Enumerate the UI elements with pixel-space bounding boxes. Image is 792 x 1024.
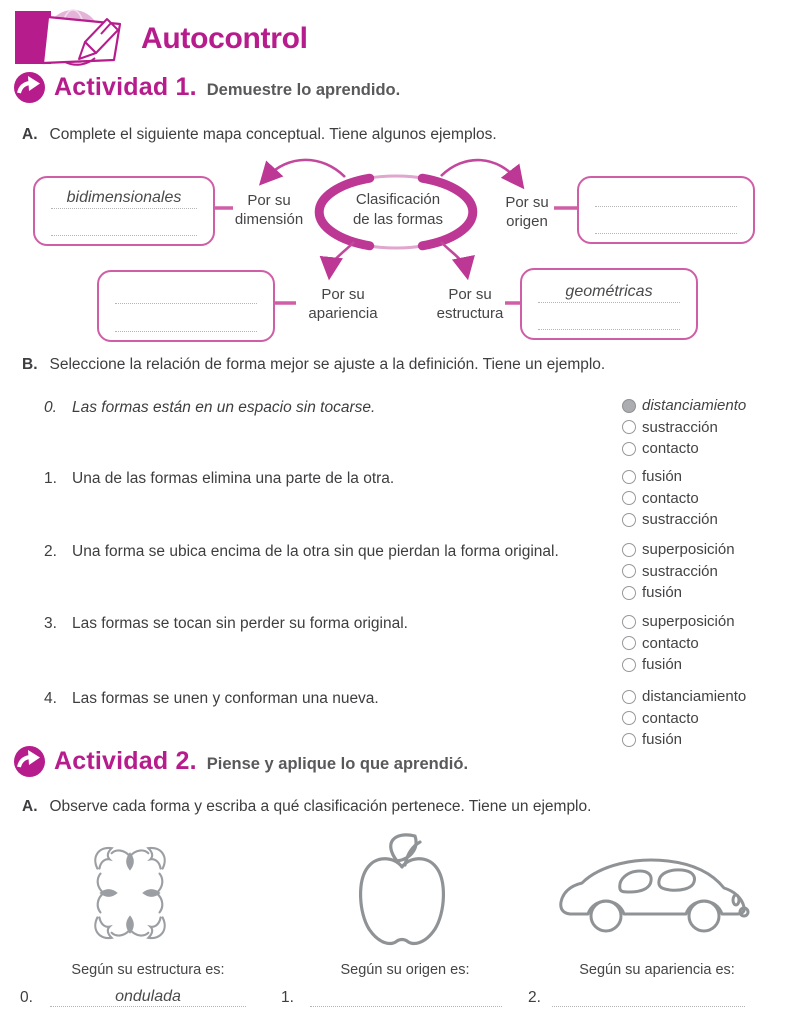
radio[interactable]: [622, 733, 636, 747]
branch-label-line: origen: [506, 212, 548, 230]
radio[interactable]: [622, 513, 636, 527]
center-line1: Clasificación: [355, 191, 441, 208]
option-row: [622, 542, 735, 557]
option-group: [622, 469, 718, 527]
sectionB-label: B.: [22, 356, 38, 373]
option-label: fusión: [642, 584, 683, 601]
arrow-circle-icon: [14, 746, 45, 777]
option-row: [622, 398, 746, 413]
option-group: [622, 689, 746, 747]
car-outline-image: [556, 850, 752, 940]
arrow-circle-icon: [14, 72, 45, 103]
radio[interactable]: [622, 690, 636, 704]
option-row: [622, 614, 735, 629]
option-row: [622, 491, 718, 506]
option-row: [622, 441, 746, 456]
radio[interactable]: [622, 711, 636, 725]
question-number: 0.: [44, 399, 57, 416]
answer-line[interactable]: [115, 284, 257, 304]
option-row: [622, 636, 735, 651]
option-row: [622, 711, 746, 726]
option-row: [622, 689, 746, 704]
page-title: Autocontrol: [141, 22, 308, 55]
radio-selected[interactable]: [622, 399, 636, 413]
apple-outline-image: [353, 833, 451, 951]
option-label: superposición: [642, 541, 735, 558]
question-text: Las formas se tocan sin perder su forma original.: [72, 615, 408, 632]
sectionB-text: Seleccione la relación de forma mejor se ajuste a la definición. Tiene un ejemplo.: [49, 356, 606, 373]
answer-line[interactable]: [595, 215, 737, 234]
sectionA2-label: A.: [22, 798, 38, 815]
branch-label-line: Por su: [505, 194, 549, 211]
option-label: contacto: [642, 634, 699, 652]
map-box-dimension: [33, 176, 215, 246]
radio[interactable]: [622, 543, 636, 557]
option-label: fusión: [642, 656, 683, 673]
answer-line[interactable]: [51, 217, 197, 236]
map-box-apariencia: [97, 270, 275, 342]
branch-label-dimension: [224, 192, 314, 230]
question-text: Las formas están en un espacio sin tocarse.: [72, 399, 376, 416]
option-row: [622, 732, 746, 747]
option-label: sustracción: [642, 562, 718, 580]
option-row: [622, 657, 735, 672]
map-box-origen: [577, 176, 755, 244]
option-label: fusión: [642, 468, 683, 485]
option-label: contacto: [642, 440, 699, 457]
activity2-sectionA-lead: [22, 798, 762, 816]
question-text: Una forma se ubica encima de la otra sin que pierdan la forma original.: [72, 543, 559, 560]
branch-label-line: estructura: [436, 304, 504, 322]
activity1-header: [14, 72, 400, 103]
option-row: [622, 420, 746, 435]
concept-map: [0, 150, 792, 365]
radio[interactable]: [622, 636, 636, 650]
option-label: sustracción: [642, 418, 718, 436]
figure-caption: Según su apariencia es:: [579, 962, 735, 978]
option-label: distanciamiento: [642, 688, 747, 705]
option-row: [622, 512, 718, 527]
answer-line[interactable]: bidimensionales: [51, 188, 197, 209]
question-text: Las formas se unen y conforman una nueva.: [72, 690, 379, 707]
answer-number: 1.: [281, 989, 294, 1006]
activity2-header: [14, 746, 468, 777]
option-label: sustracción: [642, 511, 718, 528]
answer-line[interactable]: [115, 312, 257, 332]
branch-label-line: Por su: [247, 192, 291, 209]
sectionA2-text: Observe cada forma y escriba a qué clasificación pertenece. Tiene un ejemplo.: [49, 798, 592, 815]
answer-number: 2.: [528, 989, 541, 1006]
option-group: [622, 542, 735, 600]
option-row: [622, 564, 735, 579]
sectionA-text: Complete el siguiente mapa conceptual. Tiene algunos ejemplos.: [49, 126, 497, 143]
answer-number: 0.: [20, 989, 33, 1006]
branch-label-estructura: [424, 286, 516, 324]
radio[interactable]: [622, 442, 636, 456]
map-box-estructura: [520, 268, 698, 340]
radio[interactable]: [622, 615, 636, 629]
radio[interactable]: [622, 420, 636, 434]
option-label: fusión: [642, 731, 683, 748]
activity1-sectionA-lead: [22, 126, 762, 144]
branch-label-origen: [482, 194, 572, 232]
concept-map-center: [321, 190, 475, 229]
activity1-sectionB-lead: [22, 356, 762, 374]
question-number: 2.: [44, 543, 57, 560]
question-number: 1.: [44, 470, 57, 487]
activity1-title: Actividad 1.: [54, 73, 197, 101]
option-row: [622, 585, 735, 600]
answer-line[interactable]: geométricas: [538, 282, 680, 303]
ornament-pattern-image: [87, 840, 173, 946]
radio[interactable]: [622, 564, 636, 578]
option-label: contacto: [642, 709, 699, 727]
branch-label-line: apariencia: [308, 304, 378, 322]
branch-label-line: Por su: [321, 286, 365, 303]
activity1-subtitle: Demuestre lo aprendido.: [206, 80, 401, 99]
option-label: distanciamiento: [642, 397, 747, 414]
option-row: [622, 469, 718, 484]
radio[interactable]: [622, 491, 636, 505]
branch-label-line: dimensión: [234, 210, 304, 228]
radio[interactable]: [622, 470, 636, 484]
answer-field[interactable]: [552, 987, 745, 1007]
option-group: [622, 398, 746, 456]
branch-label-apariencia: [297, 286, 389, 324]
question-number: 3.: [44, 615, 57, 632]
answer-field[interactable]: ondulada: [50, 987, 246, 1007]
activity2-title: Actividad 2.: [54, 747, 197, 775]
question-number: 4.: [44, 690, 57, 707]
answer-line[interactable]: [538, 311, 680, 330]
figure-caption: Según su origen es:: [340, 962, 470, 978]
option-label: superposición: [642, 613, 735, 630]
activity2-subtitle: Piense y aplique lo que aprendió.: [206, 754, 469, 773]
answer-line[interactable]: [595, 188, 737, 207]
center-line2: de las formas: [352, 210, 444, 228]
branch-label-line: Por su: [448, 286, 492, 303]
question-text: Una de las formas elimina una parte de la otra.: [72, 470, 395, 487]
option-group: [622, 614, 735, 672]
sectionA-label: A.: [22, 126, 38, 143]
radio[interactable]: [622, 658, 636, 672]
option-label: contacto: [642, 489, 699, 507]
figure-caption: Según su estructura es:: [71, 962, 225, 978]
autocontrol-globe-pencil-icon: [15, 7, 131, 69]
answer-field[interactable]: [310, 987, 502, 1007]
radio[interactable]: [622, 586, 636, 600]
